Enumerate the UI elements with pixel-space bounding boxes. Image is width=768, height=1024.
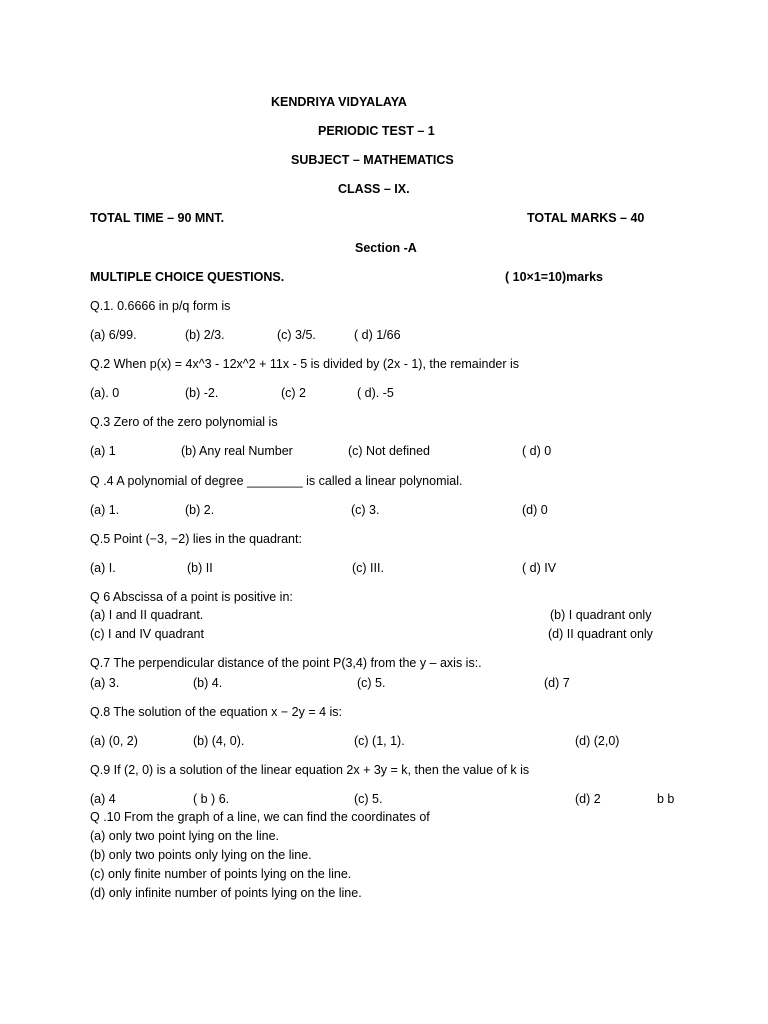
q8-option-c: (c) (1, 1).: [354, 734, 405, 748]
q4-option-b: (b) 2.: [185, 503, 215, 517]
q3-option-d: ( d) 0: [522, 444, 552, 458]
q1-option-c: (c) 3/5.: [277, 328, 316, 342]
q9-option-c: (c) 5.: [354, 792, 383, 806]
q9-option-a: (a) 4: [90, 792, 116, 806]
q8-option-a: (a) (0, 2): [90, 734, 138, 748]
q6-option-b: (b) I quadrant only: [550, 608, 652, 622]
q6-option-d: (d) II quadrant only: [548, 627, 653, 641]
class-title: CLASS – IX.: [338, 182, 410, 196]
q2-option-c: (c) 2: [281, 386, 306, 400]
q5-option-a: (a) I.: [90, 561, 116, 575]
section-title: Section -A: [355, 241, 417, 255]
q6-option-a: (a) I and II quadrant.: [90, 608, 204, 622]
total-time: TOTAL TIME – 90 MNT.: [90, 211, 225, 225]
q1-option-a: (a) 6/99.: [90, 328, 137, 342]
mcq-title: MULTIPLE CHOICE QUESTIONS.: [90, 270, 285, 284]
q9-note: b b: [657, 792, 675, 806]
test-title: PERIODIC TEST – 1: [318, 124, 435, 138]
mcq-marks: ( 10×1=10)marks: [505, 270, 603, 284]
q7-option-c: (c) 5.: [357, 676, 386, 690]
q7-option-d: (d) 7: [544, 676, 570, 690]
q2-option-d: ( d). -5: [357, 386, 394, 400]
q2-option-a: (a). 0: [90, 386, 120, 400]
q8-option-b: (b) (4, 0).: [193, 734, 245, 748]
q6-option-c: (c) I and IV quadrant: [90, 627, 204, 641]
question-8: Q.8 The solution of the equation x − 2y = 4 is:: [90, 705, 343, 719]
q7-option-b: (b) 4.: [193, 676, 223, 690]
question-4: Q .4 A polynomial of degree ________ is called a linear polynomial.: [90, 474, 463, 488]
q1-option-d: ( d) 1/66: [354, 328, 401, 342]
q5-option-d: ( d) IV: [522, 561, 557, 575]
q10-option-d: (d) only infinite number of points lying on the line.: [90, 886, 362, 900]
question-2: Q.2 When p(x) = 4x^3 - 12x^2 + 11x - 5 is divided by (2x - 1), the remainder is: [90, 357, 520, 371]
q4-option-d: (d) 0: [522, 503, 548, 517]
q3-option-a: (a) 1: [90, 444, 116, 458]
q1-option-b: (b) 2/3.: [185, 328, 225, 342]
question-1: Q.1. 0.6666 in p/q form is: [90, 299, 231, 313]
q4-option-c: (c) 3.: [351, 503, 380, 517]
q9-option-d: (d) 2: [575, 792, 601, 806]
q10-option-b: (b) only two points only lying on the line.: [90, 848, 312, 862]
q4-option-a: (a) 1.: [90, 503, 120, 517]
question-10: Q .10 From the graph of a line, we can find the coordinates of: [90, 810, 430, 824]
school-name: KENDRIYA VIDYALAYA: [271, 95, 407, 109]
q7-option-a: (a) 3.: [90, 676, 120, 690]
subject-title: SUBJECT – MATHEMATICS: [291, 153, 454, 167]
q9-option-b: ( b ) 6.: [193, 792, 230, 806]
question-7: Q.7 The perpendicular distance of the point P(3,4) from the y – axis is:.: [90, 656, 482, 670]
q10-option-c: (c) only finite number of points lying on the line.: [90, 867, 352, 881]
question-9: Q.9 If (2, 0) is a solution of the linear equation 2x + 3y = k, then the value of k is: [90, 763, 530, 777]
q10-option-a: (a) only two point lying on the line.: [90, 829, 279, 843]
total-marks: TOTAL MARKS – 40: [527, 211, 645, 225]
question-5: Q.5 Point (−3, −2) lies in the quadrant:: [90, 532, 302, 546]
q2-option-b: (b) -2.: [185, 386, 219, 400]
q5-option-b: (b) II: [187, 561, 213, 575]
q8-option-d: (d) (2,0): [575, 734, 620, 748]
question-6: Q 6 Abscissa of a point is positive in:: [90, 590, 293, 604]
q3-option-b: (b) Any real Number: [181, 444, 293, 458]
q3-option-c: (c) Not defined: [348, 444, 430, 458]
q5-option-c: (c) III.: [352, 561, 384, 575]
question-3: Q.3 Zero of the zero polynomial is: [90, 415, 278, 429]
